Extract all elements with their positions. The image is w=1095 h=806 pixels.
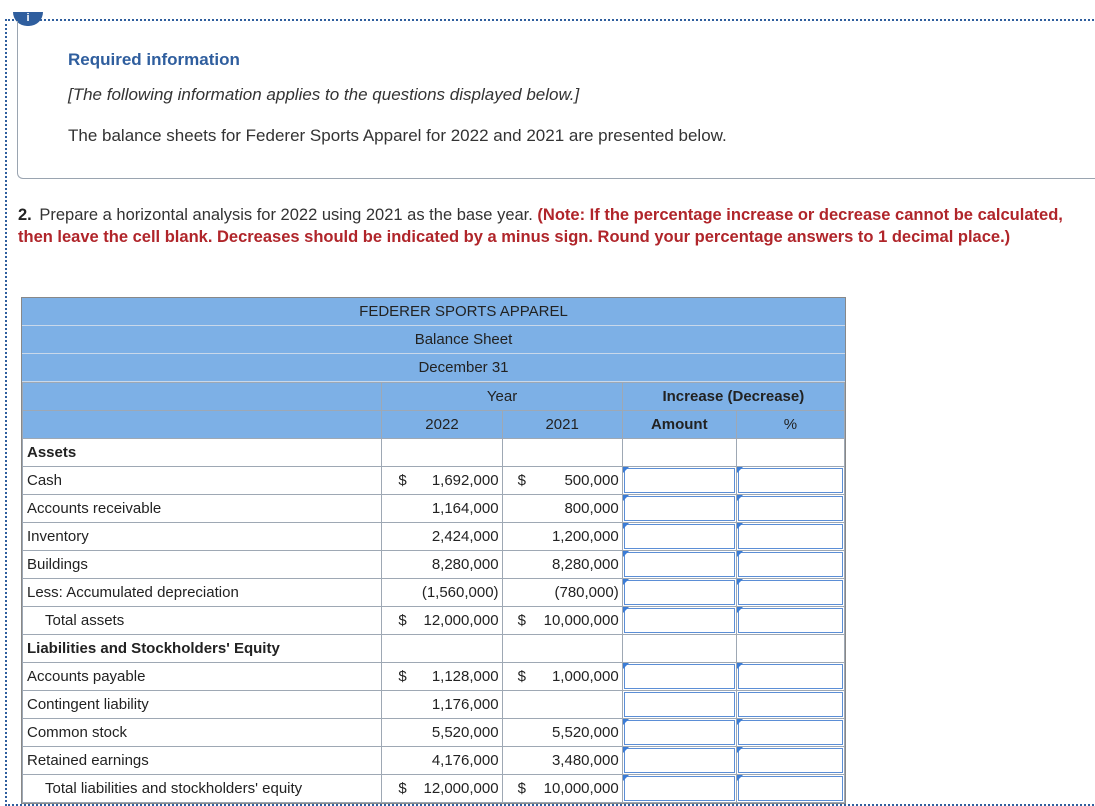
row-label: Common stock [23, 719, 382, 747]
value-2022: 1,176,000 [382, 691, 502, 719]
value-2021: 5,520,000 [502, 719, 622, 747]
table-row [23, 663, 845, 691]
value-2021: (780,000) [502, 579, 622, 607]
change-label: Increase (Decrease) [622, 383, 844, 411]
value-2022: 12,000,000 [423, 780, 499, 797]
value-2022: 1,164,000 [382, 495, 502, 523]
balance-sheet-table [21, 297, 846, 804]
pct-input[interactable] [736, 579, 844, 607]
dollar-sign: $ [517, 668, 526, 685]
value-2022: 1,692,000 [431, 472, 499, 489]
assets-heading-row [23, 439, 845, 467]
statement-date: December 31 [22, 354, 845, 382]
dollar-sign: $ [517, 472, 526, 489]
year-header-row [23, 383, 845, 411]
value-2022: (1,560,000) [382, 579, 502, 607]
dollar-sign: $ [398, 668, 407, 685]
value-2021: 500,000 [564, 472, 619, 489]
value-2022: 4,176,000 [382, 747, 502, 775]
row-label: Buildings [23, 551, 382, 579]
question-prompt [18, 204, 1095, 248]
pct-input[interactable] [736, 691, 844, 719]
value-2022: 2,424,000 [382, 523, 502, 551]
row-label: Accounts payable [23, 663, 382, 691]
amount-input[interactable] [622, 551, 736, 579]
value-2022: 12,000,000 [423, 612, 499, 629]
balance-sheet-grid [22, 382, 845, 803]
dollar-sign: $ [398, 780, 407, 797]
pct-input[interactable] [736, 607, 844, 635]
amount-input[interactable] [622, 691, 736, 719]
pct-input[interactable] [736, 747, 844, 775]
col-pct: % [736, 411, 844, 439]
amount-input[interactable] [622, 607, 736, 635]
row-label: Total assets [23, 607, 382, 635]
value-2021: 1,000,000 [551, 668, 619, 685]
value-2021: 3,480,000 [502, 747, 622, 775]
pct-input[interactable] [736, 663, 844, 691]
amount-input[interactable] [622, 579, 736, 607]
row-label: Accounts receivable [23, 495, 382, 523]
value-2021: 8,280,000 [502, 551, 622, 579]
info-intro: The balance sheets for Federer Sports Apparel for 2022 and 2021 are presented below. [68, 126, 727, 145]
pct-input[interactable] [736, 551, 844, 579]
value-2022: 8,280,000 [382, 551, 502, 579]
value-2021: 10,000,000 [543, 612, 619, 629]
value-2021: 10,000,000 [543, 780, 619, 797]
dollar-sign: $ [517, 780, 526, 797]
statement-title: Balance Sheet [22, 326, 845, 354]
table-row [23, 467, 845, 495]
value-2021 [502, 691, 622, 719]
info-icon: i [13, 12, 43, 26]
liabilities-heading-row [23, 635, 845, 663]
company-name: FEDERER SPORTS APPAREL [22, 298, 845, 326]
row-label: Less: Accumulated depreciation [23, 579, 382, 607]
table-row [23, 523, 845, 551]
info-note: [The following information applies to the questions displayed below.] [68, 85, 580, 104]
dollar-sign: $ [398, 612, 407, 629]
pct-input[interactable] [736, 775, 844, 803]
table-row [23, 719, 845, 747]
value-2021: 1,200,000 [502, 523, 622, 551]
value-2022: 5,520,000 [382, 719, 502, 747]
pct-input[interactable] [736, 467, 844, 495]
amount-input[interactable] [622, 495, 736, 523]
assets-heading: Assets [23, 439, 382, 467]
table-row [23, 495, 845, 523]
column-header-row [23, 411, 845, 439]
row-label: Total liabilities and stockholders' equity [23, 775, 382, 803]
value-2021: 800,000 [502, 495, 622, 523]
table-row [23, 747, 845, 775]
liabilities-heading: Liabilities and Stockholders' Equity [23, 635, 382, 663]
table-row [23, 691, 845, 719]
row-label: Cash [23, 467, 382, 495]
amount-input[interactable] [622, 663, 736, 691]
table-row [23, 579, 845, 607]
year-label: Year [382, 383, 622, 411]
value-2022: 1,128,000 [431, 668, 499, 685]
col-2022: 2022 [382, 411, 502, 439]
question-note: (Note: If the percentage increase or decrease cannot be calculated, then leave the cell blank. Decreases should be indicated by a minus sign. Round your percentage answers to 1 decimal place.) [18, 206, 1063, 246]
amount-input[interactable] [622, 467, 736, 495]
amount-input[interactable] [622, 775, 736, 803]
row-label: Contingent liability [23, 691, 382, 719]
pct-input[interactable] [736, 719, 844, 747]
question-number: 2. [18, 206, 32, 224]
amount-input[interactable] [622, 719, 736, 747]
pct-input[interactable] [736, 523, 844, 551]
col-amount: Amount [622, 411, 736, 439]
dollar-sign: $ [517, 612, 526, 629]
row-label: Inventory [23, 523, 382, 551]
amount-input[interactable] [622, 747, 736, 775]
pct-input[interactable] [736, 495, 844, 523]
amount-input[interactable] [622, 523, 736, 551]
row-label: Retained earnings [23, 747, 382, 775]
required-info-title: Required information [68, 50, 240, 69]
table-row [23, 551, 845, 579]
total-liabilities-row [23, 775, 845, 803]
col-2021: 2021 [502, 411, 622, 439]
question-text: Prepare a horizontal analysis for 2022 using 2021 as the base year. [34, 206, 538, 224]
dollar-sign: $ [398, 472, 407, 489]
total-assets-row [23, 607, 845, 635]
